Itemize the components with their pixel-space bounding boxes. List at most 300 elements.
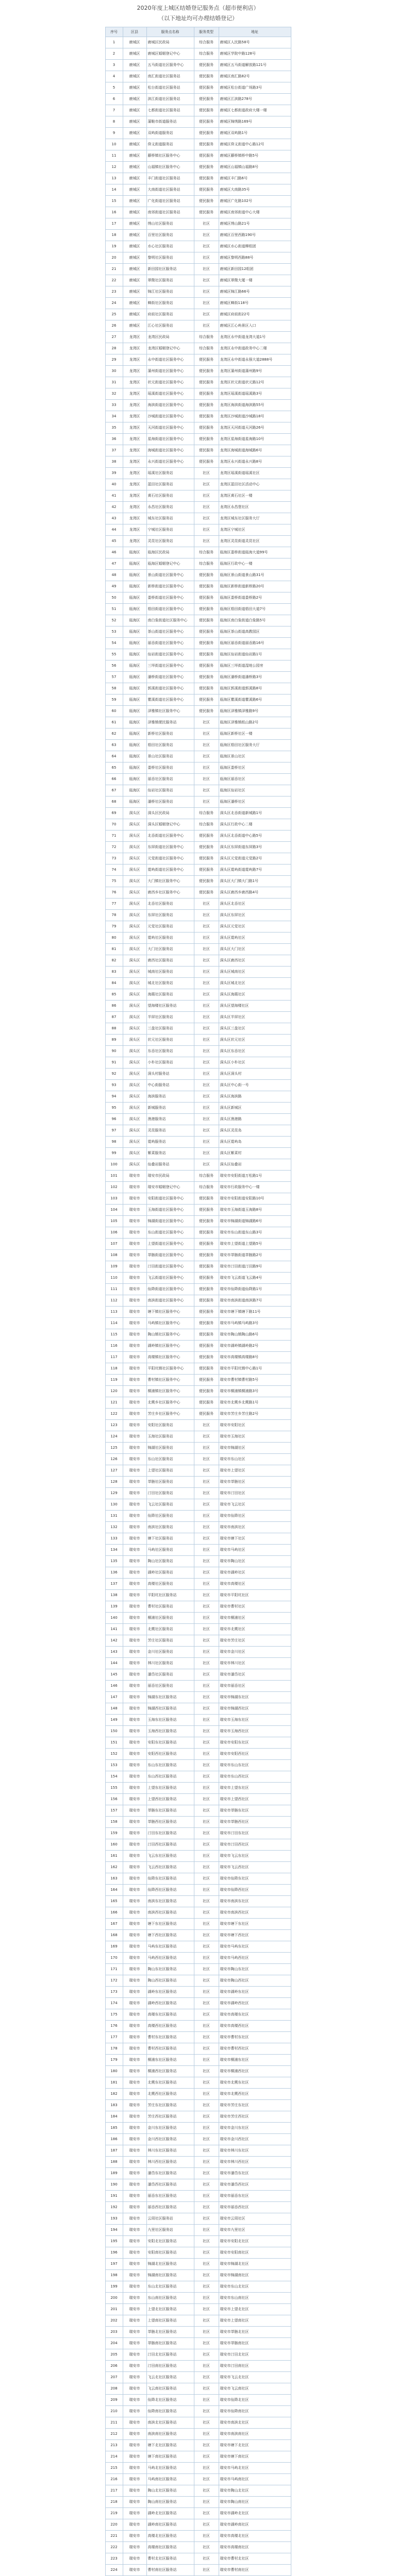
cell-district: 洞头区 — [123, 1001, 146, 1012]
cell-type: 综合服务 — [194, 808, 219, 819]
cell-index: 55 — [105, 649, 123, 660]
cell-district: 瑞安市 — [123, 1907, 146, 1919]
cell-index: 136 — [105, 1567, 123, 1579]
cell-district: 瓯海区 — [123, 672, 146, 683]
table-row — [105, 728, 291, 740]
cell-address: 瑞安市莘塍西社区 — [219, 1817, 291, 1828]
cell-address: 瑞安市玉海西社区 — [219, 1726, 291, 1737]
cell-address: 瑞安市莘塍南社区 — [219, 2338, 291, 2349]
cell-name: 湖岭南社区服务站 — [146, 2519, 194, 2531]
table-row — [105, 411, 291, 422]
cell-index: 26 — [105, 320, 123, 332]
cell-district: 洞头区 — [123, 1012, 146, 1023]
cell-name: 潘桥社区服务站 — [146, 796, 194, 808]
cell-address: 瑞安市东山西社区 — [219, 1771, 291, 1783]
header-type: 服务类型 — [194, 27, 219, 37]
cell-district: 鹿城区 — [123, 48, 146, 60]
cell-index: 119 — [105, 1375, 123, 1386]
table-row — [105, 1839, 291, 1851]
cell-index: 222 — [105, 2542, 123, 2553]
cell-address: 瑞安市潘岱社区 — [219, 1669, 291, 1681]
cell-district: 瑞安市 — [123, 2157, 146, 2168]
cell-name: 仙岩街道社区服务中心 — [146, 649, 194, 660]
cell-type: 便民服务 — [194, 683, 219, 694]
table-row — [105, 717, 291, 728]
cell-name: 龙湾区婚姻登记中心 — [146, 343, 194, 354]
cell-name: 北麂社区服务站 — [146, 1624, 194, 1635]
cell-type: 综合服务 — [194, 332, 219, 343]
cell-address: 瑞安市上望北社区 — [219, 2304, 291, 2315]
cell-name: 芳庄西社区服务站 — [146, 2111, 194, 2123]
cell-district: 瑞安市 — [123, 1375, 146, 1386]
cell-type: 社区 — [194, 2259, 219, 2270]
cell-index: 124 — [105, 1431, 123, 1443]
cell-type: 社区 — [194, 1715, 219, 1726]
cell-index: 150 — [105, 1726, 123, 1737]
cell-index: 23 — [105, 286, 123, 298]
table-row — [105, 1987, 291, 1998]
header-address: 地址 — [219, 27, 291, 37]
table-row — [105, 1794, 291, 1805]
table-row — [105, 672, 291, 683]
table-row — [105, 388, 291, 400]
cell-name: 林川社区服务站 — [146, 1658, 194, 1669]
cell-address: 瑞安市玉海社区 — [219, 1431, 291, 1443]
cell-district: 鹿城区 — [123, 71, 146, 82]
cell-address: 瑞安市安阳街道安阳路10号 — [219, 1193, 291, 1205]
cell-address: 瓯海区梧田街道梧田大道7号 — [219, 604, 291, 615]
cell-district: 瑞安市 — [123, 1545, 146, 1556]
cell-address: 洞头区仙叠岩 — [219, 1159, 291, 1171]
table-row — [105, 1193, 291, 1205]
cell-index: 5 — [105, 82, 123, 94]
cell-name: 莘塍街道社区服务中心 — [146, 1250, 194, 1261]
cell-name: 仰义街道服务站 — [146, 139, 194, 150]
cell-address: 瑞安市塘下北社区 — [219, 2440, 291, 2451]
table-row — [105, 808, 291, 819]
cell-district: 洞头区 — [123, 1159, 146, 1171]
table-row — [105, 1601, 291, 1613]
cell-district: 洞头区 — [123, 853, 146, 865]
cell-index: 31 — [105, 377, 123, 388]
cell-index: 116 — [105, 1341, 123, 1352]
table-row — [105, 1239, 291, 1250]
cell-name: 莘塍社区服务站 — [146, 1477, 194, 1488]
cell-type: 社区 — [194, 479, 219, 490]
cell-address: 瑞安市平阳坑社区 — [219, 1590, 291, 1601]
cell-index: 202 — [105, 2315, 123, 2327]
cell-name: 元觉社区服务站 — [146, 921, 194, 933]
cell-index: 143 — [105, 1647, 123, 1658]
cell-name: 芳庄东社区服务站 — [146, 2100, 194, 2111]
cell-district: 瑞安市 — [123, 1601, 146, 1613]
table-row — [105, 400, 291, 411]
cell-type: 社区 — [194, 899, 219, 910]
cell-index: 18 — [105, 230, 123, 241]
cell-name: 东山街道社区服务中心 — [146, 1227, 194, 1239]
cell-index: 100 — [105, 1159, 123, 1171]
cell-type: 综合服务 — [194, 37, 219, 48]
cell-address: 瑞安市马屿南社区 — [219, 2474, 291, 2485]
table-row — [105, 2032, 291, 2043]
cell-index: 111 — [105, 1284, 123, 1295]
cell-address: 瓯海区娄桥街道娄桥路2号 — [219, 592, 291, 604]
cell-index: 2 — [105, 48, 123, 60]
cell-index: 110 — [105, 1273, 123, 1284]
table-row — [105, 683, 291, 694]
cell-district: 瓯海区 — [123, 785, 146, 796]
cell-type: 社区 — [194, 1431, 219, 1443]
cell-type: 便民服务 — [194, 1205, 219, 1216]
cell-address: 瑞安市锦湖北社区 — [219, 2259, 291, 2270]
cell-index: 27 — [105, 332, 123, 343]
cell-type: 社区 — [194, 1669, 219, 1681]
cell-district: 鹿城区 — [123, 139, 146, 150]
table-row — [105, 309, 291, 320]
cell-index: 175 — [105, 2009, 123, 2021]
cell-address: 洞头区北岙街道新城路1号 — [219, 808, 291, 819]
table-row — [105, 377, 291, 388]
cell-name: 高楼北社区服务站 — [146, 2531, 194, 2542]
cell-name: 高楼南社区服务站 — [146, 2542, 194, 2553]
cell-name: 汀田西社区服务站 — [146, 1839, 194, 1851]
cell-address: 瑞安市高楼北社区 — [219, 2531, 291, 2542]
cell-type: 便民服务 — [194, 604, 219, 615]
cell-address: 瑞安市桐浦镇桐浦路3号 — [219, 1386, 291, 1397]
cell-district: 瑞安市 — [123, 1363, 146, 1375]
cell-address: 瑞安市湖岭北社区 — [219, 2508, 291, 2519]
cell-address: 瑞安市曹村南社区 — [219, 2565, 291, 2576]
table-row — [105, 2009, 291, 2021]
cell-index: 77 — [105, 899, 123, 910]
table-row — [105, 1431, 291, 1443]
cell-name: 安阳西社区服务站 — [146, 1749, 194, 1760]
cell-type: 综合服务 — [194, 48, 219, 60]
cell-index: 88 — [105, 1023, 123, 1035]
table-row — [105, 105, 291, 116]
cell-district: 瑞安市 — [123, 2100, 146, 2111]
cell-district: 洞头区 — [123, 819, 146, 831]
cell-address: 洞头区行政中心二楼 — [219, 819, 291, 831]
cell-index: 30 — [105, 366, 123, 377]
table-row — [105, 1635, 291, 1647]
cell-name: 黎明社区服务站 — [146, 252, 194, 264]
cell-type: 便民服务 — [194, 184, 219, 196]
cell-district: 瑞安市 — [123, 1261, 146, 1273]
table-row — [105, 1001, 291, 1012]
cell-index: 153 — [105, 1760, 123, 1771]
cell-type: 综合服务 — [194, 1171, 219, 1182]
cell-name: 汀田社区服务站 — [146, 1488, 194, 1499]
cell-address: 洞头区城南社区 — [219, 967, 291, 978]
cell-index: 74 — [105, 865, 123, 876]
cell-address: 洞头区霓屿社区 — [219, 933, 291, 944]
cell-address: 龙湾区永兴街道永兴路8号 — [219, 456, 291, 468]
cell-name: 东山东社区服务站 — [146, 1760, 194, 1771]
cell-district: 瑞安市 — [123, 1726, 146, 1737]
cell-address: 瑞安市上望西社区 — [219, 1794, 291, 1805]
cell-address: 瑞安市陶山南社区 — [219, 2497, 291, 2508]
cell-index: 50 — [105, 592, 123, 604]
cell-type: 社区 — [194, 2077, 219, 2089]
cell-district: 瓯海区 — [123, 626, 146, 638]
table-row — [105, 2542, 291, 2553]
cell-name: 天河街道社区服务中心 — [146, 422, 194, 434]
cell-address: 龙湾区星海街道星海路10号 — [219, 434, 291, 445]
cell-district: 瑞安市 — [123, 2213, 146, 2225]
cell-district: 龙湾区 — [123, 354, 146, 366]
cell-type: 社区 — [194, 2565, 219, 2576]
table-row — [105, 1873, 291, 1885]
cell-district: 洞头区 — [123, 1148, 146, 1159]
cell-district: 瑞安市 — [123, 1193, 146, 1205]
cell-district: 瓯海区 — [123, 706, 146, 717]
cell-index: 200 — [105, 2293, 123, 2304]
cell-index: 16 — [105, 207, 123, 218]
cell-name: 陶山镇社区服务中心 — [146, 1329, 194, 1341]
cell-address: 瑞安市马屿西社区 — [219, 1953, 291, 1964]
cell-index: 125 — [105, 1443, 123, 1454]
table-row — [105, 150, 291, 162]
cell-type: 综合服务 — [194, 819, 219, 831]
cell-type: 综合服务 — [194, 547, 219, 558]
cell-type: 社区 — [194, 2395, 219, 2406]
cell-address: 洞头区元觉街道元觉路2号 — [219, 853, 291, 865]
cell-district: 鹿城区 — [123, 207, 146, 218]
cell-name: 南滨西社区服务站 — [146, 1907, 194, 1919]
table-row — [105, 1443, 291, 1454]
cell-name: 黄石社区服务站 — [146, 490, 194, 502]
table-row — [105, 910, 291, 921]
table-row — [105, 1930, 291, 1941]
cell-address: 瓯海区仙岩街道仙岩路1号 — [219, 649, 291, 660]
cell-type: 社区 — [194, 1828, 219, 1839]
cell-district: 瓯海区 — [123, 740, 146, 751]
table-row — [105, 139, 291, 150]
cell-address: 瑞安市锦湖东社区 — [219, 1692, 291, 1703]
cell-name: 东屏社区服务站 — [146, 910, 194, 921]
cell-name: 安阳东社区服务站 — [146, 1737, 194, 1749]
cell-address: 鹿城区江滨路278号 — [219, 94, 291, 105]
table-row — [105, 1681, 291, 1692]
cell-district: 鹿城区 — [123, 230, 146, 241]
cell-district: 瑞安市 — [123, 1635, 146, 1647]
cell-district: 鹿城区 — [123, 309, 146, 320]
cell-district: 瑞安市 — [123, 2270, 146, 2281]
cell-name: 中心街服务站 — [146, 1080, 194, 1091]
cell-district: 瑞安市 — [123, 1273, 146, 1284]
cell-name: 丽岙街道社区服务中心 — [146, 638, 194, 649]
cell-address: 龙湾区沙城街道沙城路18号 — [219, 411, 291, 422]
cell-index: 6 — [105, 94, 123, 105]
cell-index: 39 — [105, 468, 123, 479]
cell-address: 瓯海区瞿溪街道瞿溪路6号 — [219, 694, 291, 706]
cell-district: 瑞安市 — [123, 1227, 146, 1239]
cell-address: 鹿城区七都街道政府大楼一楼 — [219, 105, 291, 116]
cell-district: 龙湾区 — [123, 400, 146, 411]
cell-name: 霓屿社区服务站 — [146, 933, 194, 944]
table-row — [105, 1329, 291, 1341]
cell-index: 66 — [105, 774, 123, 785]
cell-name: 九里社区服务站 — [146, 2225, 194, 2236]
cell-district: 瑞安市 — [123, 2304, 146, 2315]
cell-index: 212 — [105, 2429, 123, 2440]
cell-name: 林川东社区服务站 — [146, 2145, 194, 2157]
cell-district: 鹿城区 — [123, 82, 146, 94]
cell-index: 28 — [105, 343, 123, 354]
cell-address: 瑞安市锦湖街道锦湖路6号 — [219, 1216, 291, 1227]
table-row — [105, 184, 291, 196]
cell-district: 瑞安市 — [123, 1477, 146, 1488]
table-row — [105, 1885, 291, 1896]
table-row — [105, 1511, 291, 1522]
cell-district: 瑞安市 — [123, 1522, 146, 1533]
cell-address: 龙湾区蒲州街道蒲州路9号 — [219, 366, 291, 377]
cell-name: 莘塍南社区服务站 — [146, 2338, 194, 2349]
cell-index: 10 — [105, 139, 123, 150]
cell-district: 鹿城区 — [123, 94, 146, 105]
cell-district: 瑞安市 — [123, 1386, 146, 1397]
cell-address: 瑞安市陶山北社区 — [219, 2485, 291, 2497]
cell-district: 瑞安市 — [123, 1465, 146, 1477]
cell-address: 洞头区三盘社区 — [219, 1023, 291, 1035]
cell-index: 207 — [105, 2372, 123, 2383]
table-row — [105, 286, 291, 298]
cell-type: 社区 — [194, 1794, 219, 1805]
table-row — [105, 1941, 291, 1953]
cell-type: 社区 — [194, 1862, 219, 1873]
table-row — [105, 2191, 291, 2202]
page-subtitle: （以下地址均可办理结婚登记） — [158, 15, 238, 22]
table-row — [105, 60, 291, 71]
cell-address: 瑞安市玉海街道玉海路8号 — [219, 1205, 291, 1216]
table-row — [105, 2066, 291, 2077]
cell-address: 瑞安市汀田街道汀田路9号 — [219, 1261, 291, 1273]
cell-name: 仙叠岩服务站 — [146, 1159, 194, 1171]
cell-district: 瑞安市 — [123, 1397, 146, 1409]
table-row — [105, 2123, 291, 2134]
cell-type: 社区 — [194, 309, 219, 320]
cell-name: 塘下西社区服务站 — [146, 1930, 194, 1941]
cell-district: 瑞安市 — [123, 1669, 146, 1681]
cell-name: 北岙社区服务站 — [146, 899, 194, 910]
cell-name: 潘桥街道社区服务中心 — [146, 672, 194, 683]
cell-type: 便民服务 — [194, 1397, 219, 1409]
cell-name: 大南街道社区服务站 — [146, 184, 194, 196]
cell-address: 瑞安市汀田南社区 — [219, 2361, 291, 2372]
cell-index: 3 — [105, 60, 123, 71]
cell-district: 瓯海区 — [123, 581, 146, 592]
cell-index: 59 — [105, 694, 123, 706]
cell-type: 社区 — [194, 1420, 219, 1431]
cell-index: 117 — [105, 1352, 123, 1363]
cell-type: 便民服务 — [194, 150, 219, 162]
cell-type: 便民服务 — [194, 173, 219, 184]
cell-type: 社区 — [194, 1873, 219, 1885]
cell-district: 龙湾区 — [123, 411, 146, 422]
cell-name: 水心社区服务站 — [146, 241, 194, 252]
cell-type: 社区 — [194, 1692, 219, 1703]
cell-name: 娄桥社区服务站 — [146, 762, 194, 774]
cell-district: 瑞安市 — [123, 1284, 146, 1295]
cell-type: 社区 — [194, 2225, 219, 2236]
cell-type: 便民服务 — [194, 82, 219, 94]
cell-type: 社区 — [194, 1522, 219, 1533]
cell-index: 105 — [105, 1216, 123, 1227]
cell-name: 汀田东社区服务站 — [146, 1828, 194, 1839]
cell-name: 湖岭西社区服务站 — [146, 1998, 194, 2009]
cell-district: 洞头区 — [123, 1046, 146, 1057]
cell-type: 社区 — [194, 1545, 219, 1556]
cell-type: 社区 — [194, 796, 219, 808]
cell-type: 便民服务 — [194, 694, 219, 706]
cell-district: 瑞安市 — [123, 1488, 146, 1499]
cell-district: 瑞安市 — [123, 1318, 146, 1329]
table-row — [105, 1896, 291, 1907]
cell-type: 社区 — [194, 751, 219, 762]
cell-address: 鹿城区水心街道柳组团 — [219, 241, 291, 252]
table-row — [105, 2372, 291, 2383]
cell-name: 双屿街道服务站 — [146, 128, 194, 139]
cell-type: 便民服务 — [194, 672, 219, 683]
cell-name: 景山街道社区服务中心 — [146, 570, 194, 581]
cell-index: 206 — [105, 2361, 123, 2372]
cell-index: 132 — [105, 1522, 123, 1533]
cell-type: 社区 — [194, 252, 219, 264]
cell-district: 洞头区 — [123, 1057, 146, 1069]
cell-type: 社区 — [194, 2406, 219, 2417]
cell-address: 瓯海区郭溪街道郭溪路8号 — [219, 683, 291, 694]
cell-index: 60 — [105, 706, 123, 717]
cell-type: 社区 — [194, 1771, 219, 1783]
cell-address: 洞头区东岙社区 — [219, 1046, 291, 1057]
table-row — [105, 2406, 291, 2417]
cell-index: 53 — [105, 626, 123, 638]
cell-address: 洞头区望海楼社区 — [219, 1001, 291, 1012]
cell-name: 飞云南社区服务站 — [146, 2383, 194, 2395]
cell-address: 龙湾区永中街道永强大道2888号 — [219, 354, 291, 366]
cell-name: 永昌社区服务站 — [146, 502, 194, 513]
cell-type: 社区 — [194, 955, 219, 967]
table-row — [105, 2395, 291, 2406]
cell-district: 瑞安市 — [123, 1295, 146, 1307]
cell-address: 瓯海区仙岩社区 — [219, 785, 291, 796]
cell-type: 社区 — [194, 1001, 219, 1012]
table-row — [105, 2474, 291, 2485]
table-row — [105, 1964, 291, 1975]
cell-district: 瑞安市 — [123, 1941, 146, 1953]
cell-name: 霓屿街道社区服务中心 — [146, 865, 194, 876]
cell-address: 瓯海区景山社区 — [219, 751, 291, 762]
cell-index: 129 — [105, 1488, 123, 1499]
table-row — [105, 116, 291, 128]
cell-name: 松台街道社区服务站 — [146, 82, 194, 94]
table-row — [105, 37, 291, 48]
cell-address: 瑞安市上望东社区 — [219, 1783, 291, 1794]
cell-name: 东山社区服务站 — [146, 1454, 194, 1465]
table-row — [105, 2043, 291, 2055]
cell-index: 158 — [105, 1817, 123, 1828]
cell-name: 锦湖西社区服务站 — [146, 1703, 194, 1715]
cell-index: 81 — [105, 944, 123, 955]
table-row — [105, 785, 291, 796]
cell-name: 北麂西社区服务站 — [146, 2089, 194, 2100]
cell-type: 社区 — [194, 2270, 219, 2281]
cell-district: 龙湾区 — [123, 479, 146, 490]
cell-index: 67 — [105, 785, 123, 796]
cell-index: 42 — [105, 502, 123, 513]
cell-type: 便民服务 — [194, 196, 219, 207]
